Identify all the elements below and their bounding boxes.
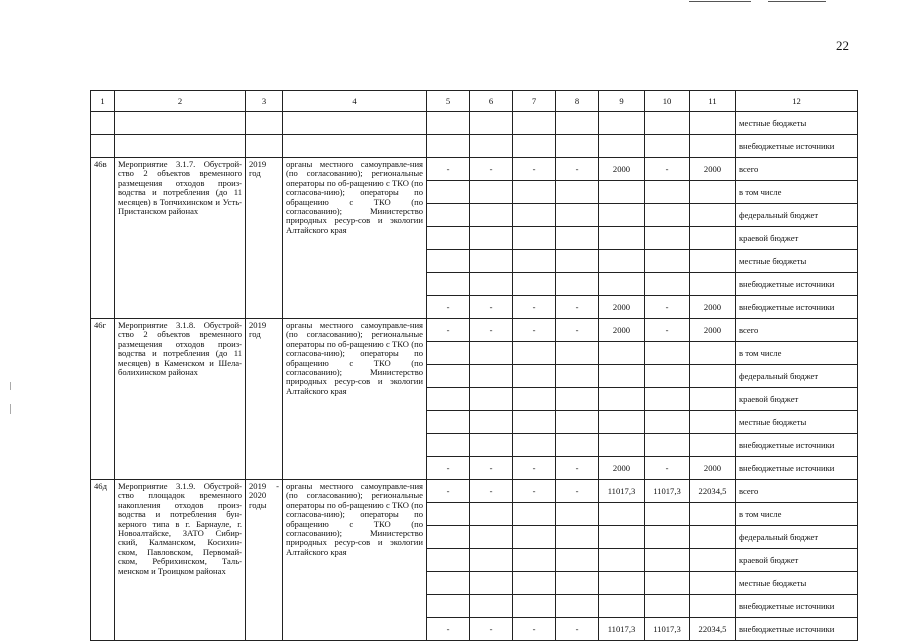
funding-value: 2000 bbox=[599, 296, 645, 319]
empty-cell bbox=[599, 181, 645, 204]
empty-cell bbox=[427, 549, 470, 572]
empty-cell bbox=[470, 549, 513, 572]
empty-cell bbox=[599, 595, 645, 618]
empty-cell bbox=[690, 388, 736, 411]
column-number: 8 bbox=[556, 91, 599, 112]
empty-cell bbox=[645, 181, 690, 204]
empty-cell bbox=[645, 388, 690, 411]
empty-cell bbox=[427, 388, 470, 411]
empty-cell bbox=[283, 112, 427, 135]
scan-mark bbox=[10, 382, 11, 390]
funding-value: - bbox=[427, 480, 470, 503]
funding-value: - bbox=[427, 618, 470, 641]
empty-cell bbox=[513, 434, 556, 457]
empty-cell bbox=[690, 342, 736, 365]
empty-cell bbox=[556, 227, 599, 250]
funding-source-label: внебюджетные источники bbox=[736, 273, 858, 296]
continuation-row bbox=[91, 135, 858, 158]
empty-cell bbox=[599, 135, 645, 158]
funding-value: 22034,5 bbox=[690, 618, 736, 641]
funding-value: - bbox=[513, 158, 556, 181]
empty-cell bbox=[556, 595, 599, 618]
measure-row bbox=[91, 480, 858, 503]
empty-cell bbox=[690, 572, 736, 595]
funding-value: - bbox=[556, 158, 599, 181]
funding-source-label: краевой бюджет bbox=[736, 227, 858, 250]
empty-cell bbox=[690, 273, 736, 296]
empty-cell bbox=[470, 365, 513, 388]
empty-cell bbox=[427, 181, 470, 204]
funding-source-label: местные бюджеты bbox=[736, 112, 858, 135]
measure-id: 46в bbox=[91, 158, 115, 319]
funding-value: - bbox=[645, 319, 690, 342]
empty-cell bbox=[91, 112, 115, 135]
empty-cell bbox=[690, 365, 736, 388]
empty-cell bbox=[645, 227, 690, 250]
funding-source-label: внебюджетные источники bbox=[736, 296, 858, 319]
empty-cell bbox=[645, 365, 690, 388]
empty-cell bbox=[470, 250, 513, 273]
empty-cell bbox=[427, 595, 470, 618]
measure-executors: органы местного самоуправле-ния (по согласованию); региональные операторы по об-ращению с ТКО (по согласова-нию); операторы по обращению с ТКО (по согласованию); Министерство природных ресур-сов и экологии Алтайского края bbox=[283, 319, 427, 480]
empty-cell bbox=[645, 526, 690, 549]
empty-cell bbox=[427, 135, 470, 158]
funding-value: - bbox=[556, 296, 599, 319]
column-number: 7 bbox=[513, 91, 556, 112]
funding-source-label: всего bbox=[736, 480, 858, 503]
funding-value: - bbox=[556, 319, 599, 342]
empty-cell bbox=[599, 227, 645, 250]
funding-source-label: федеральный бюджет bbox=[736, 204, 858, 227]
empty-cell bbox=[427, 411, 470, 434]
empty-cell bbox=[427, 273, 470, 296]
empty-cell bbox=[427, 434, 470, 457]
empty-cell bbox=[513, 388, 556, 411]
funding-source-label: в том числе bbox=[736, 503, 858, 526]
empty-cell bbox=[556, 434, 599, 457]
empty-cell bbox=[645, 342, 690, 365]
empty-cell bbox=[513, 112, 556, 135]
funding-value: - bbox=[427, 296, 470, 319]
empty-cell bbox=[470, 572, 513, 595]
empty-cell bbox=[513, 572, 556, 595]
funding-value: - bbox=[645, 296, 690, 319]
empty-cell bbox=[556, 250, 599, 273]
empty-cell bbox=[645, 135, 690, 158]
funding-source-label: краевой бюджет bbox=[736, 388, 858, 411]
funding-value: - bbox=[470, 296, 513, 319]
empty-cell bbox=[690, 595, 736, 618]
empty-cell bbox=[690, 549, 736, 572]
empty-cell bbox=[690, 181, 736, 204]
funding-source-label: в том числе bbox=[736, 342, 858, 365]
funding-value: 22034,5 bbox=[690, 480, 736, 503]
empty-cell bbox=[513, 411, 556, 434]
empty-cell bbox=[690, 250, 736, 273]
funding-value: - bbox=[513, 296, 556, 319]
funding-value: - bbox=[556, 480, 599, 503]
empty-cell bbox=[599, 388, 645, 411]
column-number-row bbox=[91, 91, 858, 112]
funding-value: 2000 bbox=[690, 158, 736, 181]
empty-cell bbox=[690, 526, 736, 549]
funding-value: - bbox=[645, 457, 690, 480]
empty-cell bbox=[470, 595, 513, 618]
measure-period: 2019 - 2020 годы bbox=[246, 480, 283, 641]
funding-source-label: федеральный бюджет bbox=[736, 526, 858, 549]
empty-cell bbox=[556, 572, 599, 595]
empty-cell bbox=[556, 411, 599, 434]
funding-value: - bbox=[427, 158, 470, 181]
funding-value: - bbox=[470, 319, 513, 342]
page-number: 22 bbox=[836, 38, 849, 53]
empty-cell bbox=[599, 112, 645, 135]
funding-value: 11017,3 bbox=[645, 618, 690, 641]
empty-cell bbox=[513, 273, 556, 296]
empty-cell bbox=[470, 411, 513, 434]
empty-cell bbox=[427, 250, 470, 273]
empty-cell bbox=[470, 227, 513, 250]
funding-value: - bbox=[513, 618, 556, 641]
empty-cell bbox=[645, 549, 690, 572]
measure-executors: органы местного самоуправле-ния (по согласованию); региональные операторы по об-ращению с ТКО (по согласова-нию); операторы по обращению с ТКО (по согласованию); Министерство природных ресур-сов и экологии Алтайского края bbox=[283, 480, 427, 641]
funding-value: - bbox=[645, 158, 690, 181]
program-measures-table bbox=[90, 90, 858, 641]
funding-source-label: местные бюджеты bbox=[736, 411, 858, 434]
empty-cell bbox=[513, 181, 556, 204]
empty-cell bbox=[427, 572, 470, 595]
empty-cell bbox=[556, 388, 599, 411]
empty-cell bbox=[599, 342, 645, 365]
empty-cell bbox=[246, 135, 283, 158]
column-number: 6 bbox=[470, 91, 513, 112]
empty-cell bbox=[115, 112, 246, 135]
empty-cell bbox=[427, 526, 470, 549]
empty-cell bbox=[470, 388, 513, 411]
measure-id: 46г bbox=[91, 319, 115, 480]
funding-value: - bbox=[556, 457, 599, 480]
empty-cell bbox=[513, 549, 556, 572]
funding-source-label: внебюджетные источники bbox=[736, 595, 858, 618]
empty-cell bbox=[645, 572, 690, 595]
empty-cell bbox=[470, 526, 513, 549]
empty-cell bbox=[470, 434, 513, 457]
empty-cell bbox=[645, 250, 690, 273]
measure-executors: органы местного самоуправле-ния (по согласованию); региональные операторы по об-ращению с ТКО (по согласова-нию); операторы по обращению с ТКО (по согласованию); Министерство природных ресур-сов и экологии Алтайского края bbox=[283, 158, 427, 319]
funding-source-label: местные бюджеты bbox=[736, 572, 858, 595]
funding-value: - bbox=[470, 480, 513, 503]
empty-cell bbox=[599, 204, 645, 227]
column-number: 2 bbox=[115, 91, 246, 112]
funding-value: - bbox=[513, 480, 556, 503]
funding-value: - bbox=[513, 319, 556, 342]
empty-cell bbox=[690, 135, 736, 158]
empty-cell bbox=[556, 342, 599, 365]
funding-value: - bbox=[427, 319, 470, 342]
empty-cell bbox=[599, 250, 645, 273]
empty-cell bbox=[556, 365, 599, 388]
funding-value: 2000 bbox=[690, 319, 736, 342]
empty-cell bbox=[599, 549, 645, 572]
column-number: 5 bbox=[427, 91, 470, 112]
empty-cell bbox=[513, 365, 556, 388]
funding-value: 11017,3 bbox=[599, 618, 645, 641]
empty-cell bbox=[513, 342, 556, 365]
empty-cell bbox=[556, 503, 599, 526]
measure-row bbox=[91, 158, 858, 181]
empty-cell bbox=[513, 250, 556, 273]
funding-value: - bbox=[513, 457, 556, 480]
funding-source-label: всего bbox=[736, 319, 858, 342]
funding-source-label: федеральный бюджет bbox=[736, 365, 858, 388]
funding-value: 2000 bbox=[599, 158, 645, 181]
column-number: 12 bbox=[736, 91, 858, 112]
column-number: 9 bbox=[599, 91, 645, 112]
funding-source-label: внебюджетные источники bbox=[736, 457, 858, 480]
empty-cell bbox=[513, 135, 556, 158]
funding-source-label: всего bbox=[736, 158, 858, 181]
empty-cell bbox=[645, 273, 690, 296]
empty-cell bbox=[645, 434, 690, 457]
empty-cell bbox=[427, 112, 470, 135]
empty-cell bbox=[115, 135, 246, 158]
empty-cell bbox=[427, 365, 470, 388]
measure-description: Мероприятие 3.1.8. Обустрой-ство 2 объектов временного размещения отходов произ-водства и потребления (до 11 месяцев) в Каменском и Шела-болихинском районах bbox=[115, 319, 246, 480]
empty-cell bbox=[470, 181, 513, 204]
empty-cell bbox=[427, 342, 470, 365]
empty-cell bbox=[690, 204, 736, 227]
empty-cell bbox=[91, 135, 115, 158]
empty-cell bbox=[427, 204, 470, 227]
empty-cell bbox=[690, 227, 736, 250]
empty-cell bbox=[690, 112, 736, 135]
empty-cell bbox=[690, 503, 736, 526]
empty-cell bbox=[470, 135, 513, 158]
measure-id: 46д bbox=[91, 480, 115, 641]
empty-cell bbox=[599, 503, 645, 526]
empty-cell bbox=[427, 503, 470, 526]
empty-cell bbox=[470, 204, 513, 227]
column-number: 1 bbox=[91, 91, 115, 112]
funding-value: - bbox=[470, 158, 513, 181]
funding-source-label: местные бюджеты bbox=[736, 250, 858, 273]
empty-cell bbox=[513, 526, 556, 549]
empty-cell bbox=[513, 204, 556, 227]
funding-value: 2000 bbox=[690, 457, 736, 480]
empty-cell bbox=[556, 204, 599, 227]
funding-value: 2000 bbox=[690, 296, 736, 319]
empty-cell bbox=[556, 181, 599, 204]
column-number: 3 bbox=[246, 91, 283, 112]
measure-description: Мероприятие 3.1.7. Обустрой-ство 2 объектов временного размещения отходов произ-водства и потребления (до 11 месяцев) в Топчихинском и Усть-Пристанском районах bbox=[115, 158, 246, 319]
column-number: 4 bbox=[283, 91, 427, 112]
funding-value: - bbox=[427, 457, 470, 480]
empty-cell bbox=[513, 595, 556, 618]
empty-cell bbox=[645, 411, 690, 434]
empty-cell bbox=[556, 549, 599, 572]
empty-cell bbox=[246, 112, 283, 135]
empty-cell bbox=[470, 112, 513, 135]
empty-cell bbox=[645, 204, 690, 227]
empty-cell bbox=[556, 273, 599, 296]
empty-cell bbox=[645, 595, 690, 618]
continuation-row bbox=[91, 112, 858, 135]
empty-cell bbox=[470, 273, 513, 296]
empty-cell bbox=[599, 434, 645, 457]
funding-source-label: внебюджетные источники bbox=[736, 135, 858, 158]
measure-period: 2019 год bbox=[246, 158, 283, 319]
empty-cell bbox=[599, 273, 645, 296]
measure-period: 2019 год bbox=[246, 319, 283, 480]
empty-cell bbox=[513, 227, 556, 250]
funding-source-label: внебюджетные источники bbox=[736, 434, 858, 457]
empty-cell bbox=[599, 411, 645, 434]
scan-mark bbox=[10, 404, 11, 414]
empty-cell bbox=[556, 112, 599, 135]
column-number: 10 bbox=[645, 91, 690, 112]
measure-description: Мероприятие 3.1.9. Обустрой-ство площадок временного накопления отходов произ-водства и потребления бун-керного типа в г. Барнауле, г. Новоалтайске, ЗАТО Сибир-ский, Калманском, Косихин-ском, Павловском, Первомай-ском, Ребрихинском, Таль-менском и Троицком районах bbox=[115, 480, 246, 641]
empty-cell bbox=[599, 365, 645, 388]
empty-cell bbox=[645, 503, 690, 526]
funding-value: 2000 bbox=[599, 319, 645, 342]
empty-cell bbox=[427, 227, 470, 250]
funding-value: - bbox=[470, 618, 513, 641]
empty-cell bbox=[599, 526, 645, 549]
funding-source-label: в том числе bbox=[736, 181, 858, 204]
empty-cell bbox=[556, 526, 599, 549]
top-edge-rule bbox=[768, 1, 826, 2]
funding-value: - bbox=[556, 618, 599, 641]
empty-cell bbox=[283, 135, 427, 158]
funding-value: 2000 bbox=[599, 457, 645, 480]
funding-source-label: краевой бюджет bbox=[736, 549, 858, 572]
empty-cell bbox=[556, 135, 599, 158]
measure-row bbox=[91, 319, 858, 342]
funding-value: 11017,3 bbox=[599, 480, 645, 503]
empty-cell bbox=[645, 112, 690, 135]
top-edge-rule bbox=[689, 1, 751, 2]
empty-cell bbox=[513, 503, 556, 526]
empty-cell bbox=[690, 411, 736, 434]
funding-source-label: внебюджетные источники bbox=[736, 618, 858, 641]
column-number: 11 bbox=[690, 91, 736, 112]
funding-value: - bbox=[470, 457, 513, 480]
empty-cell bbox=[470, 342, 513, 365]
empty-cell bbox=[690, 434, 736, 457]
empty-cell bbox=[599, 572, 645, 595]
empty-cell bbox=[470, 503, 513, 526]
funding-value: 11017,3 bbox=[645, 480, 690, 503]
